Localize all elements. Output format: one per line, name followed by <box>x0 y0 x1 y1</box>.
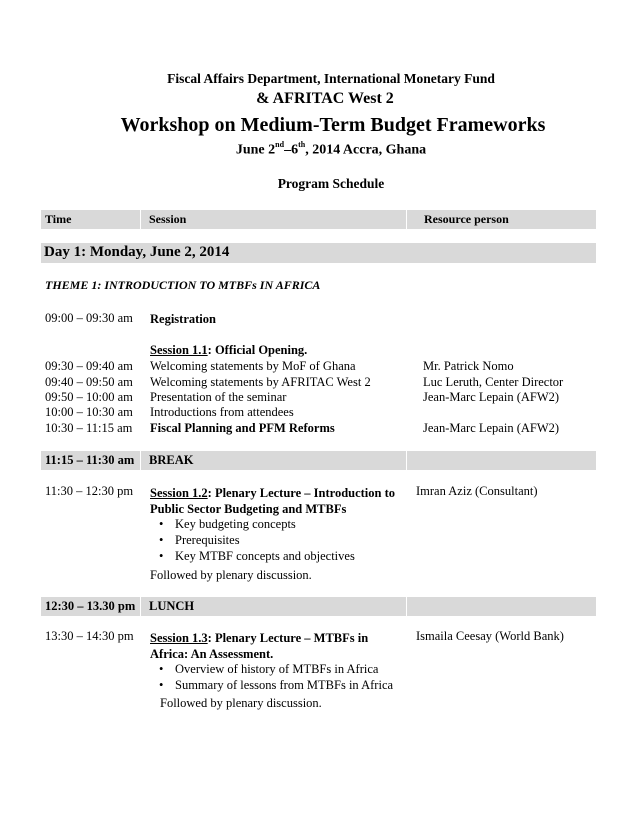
session-1-3-title-line2: Africa: An Assessment. <box>150 647 274 661</box>
lunch-label: LUNCH <box>149 599 195 613</box>
session-1-2-time: 11:30 – 12:30 pm <box>45 484 134 498</box>
list-item: • Key MTBF concepts and objectives <box>150 548 355 564</box>
table-row-session: Presentation of the seminar <box>150 390 287 404</box>
table-row-session: Welcoming statements by MoF of Ghana <box>150 359 356 373</box>
program-schedule-heading: Program Schedule <box>277 176 385 191</box>
list-item: • Summary of lessons from MTBFs in Africa <box>150 677 393 693</box>
break-time: 11:15 – 11:30 am <box>45 453 135 467</box>
lunch-time: 12:30 – 13.30 pm <box>45 599 136 613</box>
department-line: Fiscal Affairs Department, International Monetary Fund <box>167 71 495 86</box>
table-row-session: Fiscal Planning and PFM Reforms <box>150 421 335 435</box>
afritac-line: & AFRITAC West 2 <box>256 90 394 107</box>
registration-time: 09:00 – 09:30 am <box>45 311 133 325</box>
session-1-2-followup: Followed by plenary discussion. <box>150 568 312 582</box>
list-item: • Prerequisites <box>150 532 355 548</box>
session-1-2-title-line2: Public Sector Budgeting and MTBFs <box>150 502 347 516</box>
session-1-2-bullets <box>150 516 355 564</box>
day-heading: Day 1: Monday, June 2, 2014 <box>44 244 230 260</box>
registration-label: Registration <box>150 312 216 326</box>
session-1-3-bullets <box>150 661 393 693</box>
time-column-header: Time <box>45 212 72 226</box>
table-row-session: Introductions from attendees <box>150 405 294 419</box>
session-1-3-time: 13:30 – 14:30 pm <box>45 629 134 643</box>
day-heading-row <box>41 243 596 263</box>
list-item: • Key budgeting concepts <box>150 516 355 532</box>
lunch-row <box>41 597 596 616</box>
theme-heading: THEME 1: INTRODUCTION TO MTBFs IN AFRICA <box>45 278 321 292</box>
table-row-time: 10:30 – 11:15 am <box>45 421 133 435</box>
session-1-1-heading: Session 1.1: Official Opening. <box>150 343 308 357</box>
table-row-time: 09:30 – 09:40 am <box>45 359 133 373</box>
table-row-resource: Jean-Marc Lepain (AFW2) <box>423 390 560 404</box>
session-1-2-resource: Imran Aziz (Consultant) <box>416 484 538 498</box>
table-row-resource: Jean-Marc Lepain (AFW2) <box>423 421 560 435</box>
table-row-session: Welcoming statements by AFRITAC West 2 <box>150 375 371 389</box>
list-item: • Overview of history of MTBFs in Africa <box>150 661 393 677</box>
break-row <box>41 451 596 470</box>
workshop-date: June 2nd–6th, 2014 Accra, Ghana <box>235 140 427 158</box>
column-header-row <box>41 210 596 229</box>
workshop-title: Workshop on Medium-Term Budget Frameworks <box>120 114 546 136</box>
table-row-resource: Luc Leruth, Center Director <box>423 375 564 389</box>
table-row-time: 10:00 – 10:30 am <box>45 405 133 419</box>
table-row-time: 09:50 – 10:00 am <box>45 390 133 404</box>
table-row-time: 09:40 – 09:50 am <box>45 375 133 389</box>
break-label: BREAK <box>149 453 194 467</box>
session-column-header: Session <box>149 212 187 226</box>
session-1-2-title-line1: Session 1.2: Plenary Lecture – Introduction to <box>150 486 396 500</box>
resource-column-header: Resource person <box>424 212 509 226</box>
session-1-3-followup: Followed by plenary discussion. <box>160 696 322 710</box>
session-1-3-title-line1: Session 1.3: Plenary Lecture – MTBFs in <box>150 631 369 645</box>
table-row-resource: Mr. Patrick Nomo <box>423 359 514 373</box>
session-1-3-resource: Ismaila Ceesay (World Bank) <box>416 629 564 643</box>
